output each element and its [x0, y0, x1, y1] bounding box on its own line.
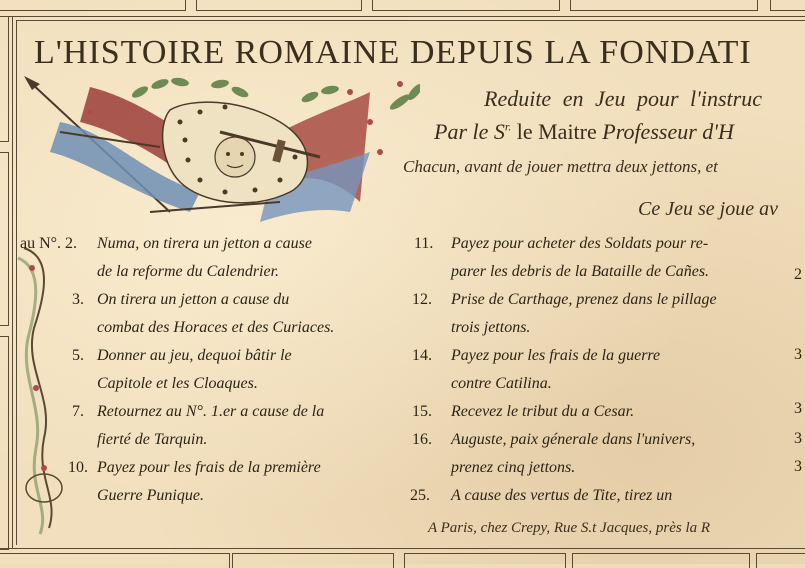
board-square	[0, 0, 186, 11]
edge-number: 3	[794, 458, 802, 475]
rule-number: 10.	[68, 459, 88, 476]
rule-text: Capitole et les Cloaques.	[97, 375, 258, 392]
rule-text: Payez pour les frais de la guerre	[451, 347, 661, 364]
trophy-emblem	[20, 62, 420, 238]
board-square	[0, 553, 230, 568]
rule-text: Payez pour acheter des Soldats pour re-	[451, 235, 709, 252]
left-border-squares	[0, 16, 13, 548]
subtitle-line-1: Reduite en Jeu pour l'instruc	[484, 86, 762, 111]
edge-number: 3	[794, 346, 802, 363]
rule-text: combat des Horaces et des Curiaces.	[97, 319, 335, 336]
rule-text: parer les debris de la Bataille de Cañes.	[451, 263, 710, 280]
rule-text: contre Catilina.	[451, 375, 552, 392]
edge-number: 2	[794, 266, 802, 283]
rule-text: Payez pour les frais de la première	[97, 459, 321, 476]
subtitle-sup: r.	[504, 119, 512, 134]
bottom-border-squares	[0, 548, 805, 565]
rule-text: On tirera un jetton a cause du	[97, 291, 290, 308]
rule-text: prenez cinq jettons.	[451, 459, 576, 476]
board-square	[196, 0, 362, 11]
rule-number: 11.	[414, 235, 434, 252]
board-square	[756, 553, 805, 568]
board-square	[232, 553, 394, 568]
board-square	[570, 0, 758, 11]
ornament-cartouche	[14, 238, 74, 538]
author-name: le Maitre	[516, 119, 597, 144]
rule-text: Numa, on tirera un jetton a cause	[97, 235, 312, 252]
board-square	[572, 553, 750, 568]
board-square	[0, 336, 9, 550]
publisher-imprint: A Paris, chez Crepy, Rue S.t Jacques, près la R	[428, 520, 711, 536]
board-square	[0, 152, 9, 326]
rule-text: de la reforme du Calendrier.	[97, 263, 280, 280]
edge-number: 3	[794, 400, 802, 417]
subtitle-rest: Professeur d'H	[602, 119, 734, 144]
edge-number: 3	[794, 430, 802, 447]
page-title: L'HISTOIRE ROMAINE DEPUIS LA FONDATI	[34, 34, 752, 71]
laurel-icon	[130, 76, 420, 112]
rule-number: 25.	[410, 487, 430, 504]
rule-text: Prise de Carthage, prenez dans le pillage	[451, 291, 717, 308]
rule-text: A cause des vertus de Tite, tirez un	[451, 487, 673, 504]
subtitle-line-3: Chacun, avant de jouer mettra deux jettons, et	[403, 157, 718, 176]
rule-text: Guerre Punique.	[97, 487, 204, 504]
rule-number: 5.	[72, 347, 84, 364]
rule-number: 12.	[412, 291, 432, 308]
board-square	[0, 16, 9, 142]
rule-text: Auguste, paix génerale dans l'univers,	[451, 431, 696, 448]
board-square	[770, 0, 805, 11]
subtitle-prefix: Par le S	[434, 119, 505, 144]
rule-text: Donner au jeu, dequoi bâtir le	[97, 347, 292, 364]
subtitle-line-4: Ce Jeu se joue av	[638, 198, 778, 220]
rule-text: trois jettons.	[451, 319, 531, 336]
rule-text: Recevez le tribut du a Cesar.	[451, 403, 635, 420]
rule-number: 3.	[72, 291, 84, 308]
rule-text: Retournez au N°. 1.er a cause de la	[97, 403, 325, 420]
rule-number: 15.	[412, 403, 432, 420]
rule-number: au N°. 2.	[20, 235, 78, 252]
rule-number: 7.	[72, 403, 84, 420]
board-square	[404, 553, 566, 568]
top-border-squares	[0, 0, 805, 17]
rule-number: 14.	[412, 347, 432, 364]
rule-number: 16.	[412, 431, 432, 448]
rule-text: fierté de Tarquin.	[97, 431, 208, 448]
board-square	[372, 0, 560, 11]
subtitle-line-2	[434, 119, 734, 145]
